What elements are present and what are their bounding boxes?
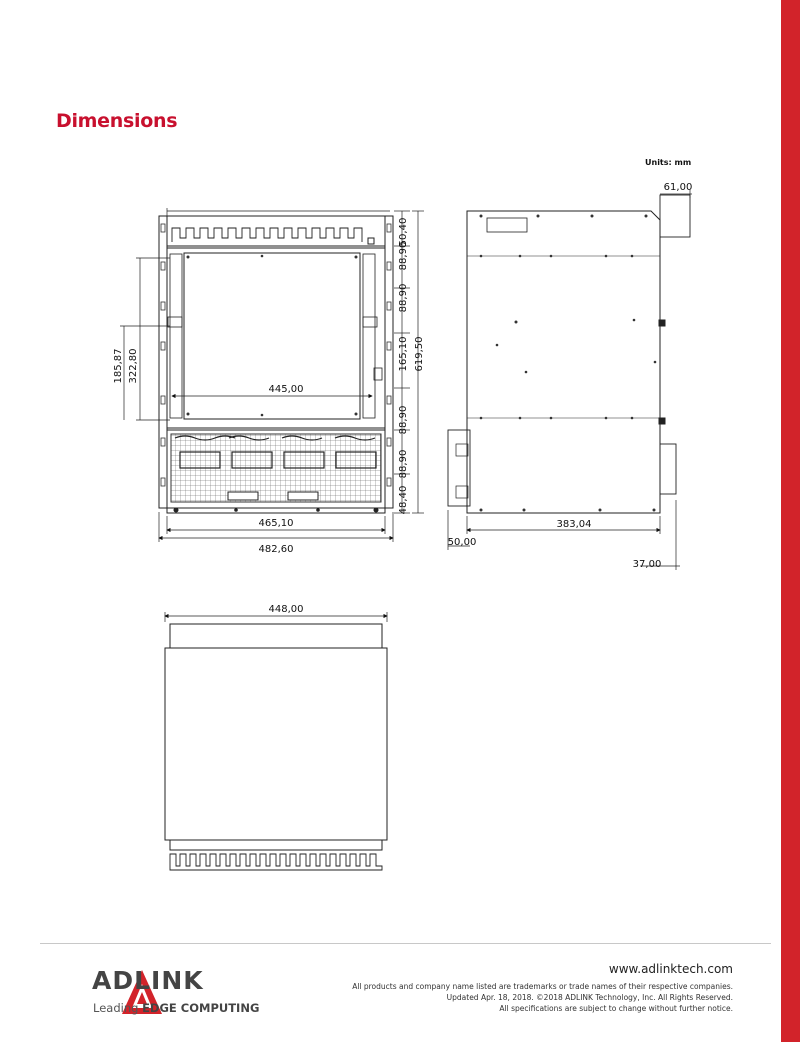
right-rack-ear [385,216,393,508]
dim-445: 445,00 [268,384,304,395]
footer-divider [40,943,771,944]
card-cage [167,248,385,428]
dim-383: 383,04 [556,519,592,530]
disclaimer-line-1: All products and company name listed are trademarks or trade names of their respective companies. [352,982,733,991]
dim-465: 465,10 [258,518,294,529]
side-view [448,195,690,513]
brand-tagline [93,1001,259,1015]
dim-u1: 88,90 [398,241,409,271]
tagline-bold: EDGE COMPUTING [142,1001,260,1015]
tagline-prefix: Leading [93,1001,143,1015]
side-handle-top [660,195,690,237]
dim-165: 165,10 [398,336,409,372]
dim-61: 61,00 [663,182,693,193]
dim-50: 50,00 [447,537,477,548]
dim-u4: 88,90 [398,449,409,479]
page-title: Dimensions [56,110,178,132]
dim-top: 50,40 [398,217,409,247]
dim-37: 37,00 [632,559,662,570]
front-view [159,216,393,513]
disclaimer-line-3: All specifications are subject to change without further notice. [499,1004,733,1013]
side-handle-bottom [660,444,676,494]
website-link[interactable]: www.adlinktech.com [608,962,733,976]
units-label: Units: mm [645,158,692,167]
left-rack-ear [159,216,167,508]
dim-448: 448,00 [268,604,304,615]
bottom-view [165,624,387,870]
dim-322: 322,80 [128,348,139,384]
dim-482: 482,60 [258,544,294,555]
dim-185: 185,87 [113,348,124,384]
disclaimer-line-2: Updated Apr. 18, 2018. ©2018 ADLINK Technology, Inc. All Rights Reserved. [446,993,733,1002]
dim-u2: 88,90 [398,283,409,313]
dim-619: 619,50 [414,336,425,372]
dim-u3: 88,90 [398,405,409,435]
dim-bottom: 48,40 [398,485,409,515]
brand-name: ADLINK [92,966,204,995]
